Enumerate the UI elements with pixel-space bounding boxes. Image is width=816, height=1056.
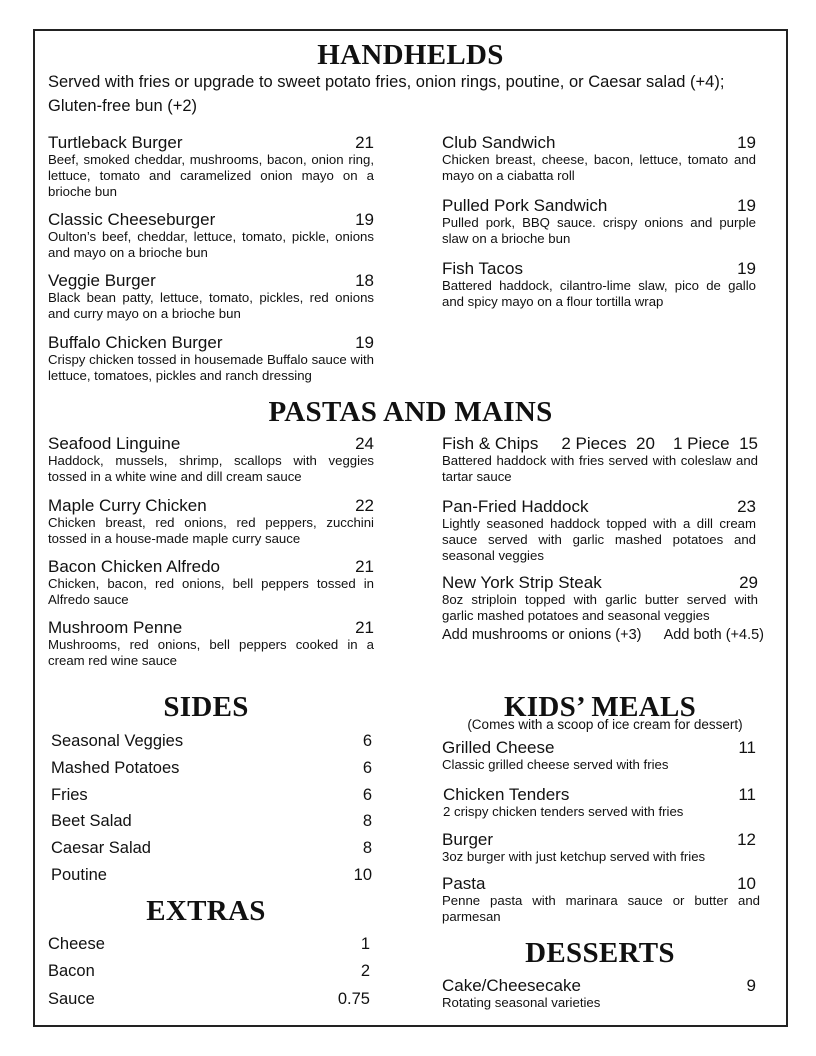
menu-item bbox=[442, 573, 764, 644]
item-price: 10 bbox=[737, 874, 756, 893]
item-price: 11 bbox=[738, 738, 756, 757]
item-name: Club Sandwich bbox=[442, 133, 556, 152]
menu-item bbox=[48, 496, 374, 547]
item-name: Chicken Tenders bbox=[443, 785, 570, 804]
item-price: 11 bbox=[738, 785, 756, 804]
menu-item bbox=[443, 785, 756, 820]
side-item bbox=[51, 865, 372, 885]
item-name: Mashed Potatoes bbox=[51, 759, 180, 777]
menu-item-fish-chips bbox=[442, 434, 758, 485]
item-price: 8 bbox=[362, 812, 372, 830]
item-description: Battered haddock with fries served with coleslaw and tartar sauce bbox=[442, 453, 758, 484]
item-description: Battered haddock, cilantro-lime slaw, pico de gallo and spicy mayo on a flour tortilla wrap bbox=[442, 278, 756, 309]
addon-mushrooms-onions: Add mushrooms or onions (+3) bbox=[442, 627, 642, 643]
menu-item bbox=[48, 271, 374, 322]
item-name: Caesar Salad bbox=[51, 839, 151, 857]
item-price: 6 bbox=[362, 759, 372, 777]
item-price: 24 bbox=[355, 434, 374, 453]
item-description: Oulton’s beef, cheddar, lettuce, tomato, pickle, onions and mayo on a brioche bun bbox=[48, 229, 374, 260]
menu-item bbox=[442, 196, 756, 247]
item-description: Classic grilled cheese served with fries bbox=[442, 757, 669, 772]
item-price: 19 bbox=[737, 133, 756, 152]
section-title-desserts: DESSERTS bbox=[525, 937, 675, 969]
item-description: Chicken breast, red onions, red peppers, zucchini tossed in a house-made maple curry sauce bbox=[48, 515, 374, 546]
item-name: Fish Tacos bbox=[442, 259, 523, 278]
item-name: Fries bbox=[51, 786, 88, 804]
item-description: Haddock, mussels, shrimp, scallops with veggies tossed in a white wine and dill cream sauce bbox=[48, 453, 374, 484]
item-name: Grilled Cheese bbox=[442, 738, 555, 757]
item-price: 6 bbox=[362, 786, 372, 804]
price-one-piece: 1 Piece 15 bbox=[672, 434, 758, 453]
item-price: 9 bbox=[746, 976, 756, 995]
item-name: Pan-Fried Haddock bbox=[442, 497, 589, 516]
item-description: Mushrooms, red onions, bell peppers cooked in a cream red wine sauce bbox=[48, 637, 374, 668]
item-price: 23 bbox=[737, 497, 756, 516]
menu-item bbox=[442, 830, 756, 865]
section-title-extras: EXTRAS bbox=[146, 895, 266, 927]
addon-both: Add both (+4.5) bbox=[663, 627, 764, 643]
extra-item bbox=[48, 934, 370, 954]
item-description: Crispy chicken tossed in housemade Buffalo sauce with lettuce, tomatoes, pickles and ranch dressing bbox=[48, 352, 374, 383]
item-name: Buffalo Chicken Burger bbox=[48, 333, 223, 352]
item-price: 21 bbox=[355, 618, 374, 637]
item-price: 19 bbox=[737, 196, 756, 215]
menu-item bbox=[48, 557, 374, 608]
item-name: Seafood Linguine bbox=[48, 434, 181, 453]
item-name: Fish & Chips bbox=[442, 434, 539, 453]
item-price: 8 bbox=[362, 839, 372, 857]
item-price: 19 bbox=[355, 210, 374, 229]
item-description: Chicken breast, cheese, bacon, lettuce, tomato and mayo on a ciabatta roll bbox=[442, 152, 756, 183]
item-price: 19 bbox=[355, 333, 374, 352]
item-description: Black bean patty, lettuce, tomato, pickles, red onions and curry mayo on a brioche bun bbox=[48, 290, 374, 321]
item-name: Burger bbox=[442, 830, 494, 849]
item-name: Classic Cheeseburger bbox=[48, 210, 216, 229]
item-description: 3oz burger with just ketchup served with fries bbox=[442, 849, 706, 864]
item-price: 18 bbox=[355, 271, 374, 290]
extra-item bbox=[48, 989, 370, 1009]
item-name: Veggie Burger bbox=[48, 271, 156, 290]
handhelds-intro: Served with fries or upgrade to sweet potato fries, onion rings, poutine, or Caesar salad (+4); Gluten-free bun (+2) bbox=[48, 73, 725, 115]
section-title-sides: SIDES bbox=[163, 691, 249, 723]
item-description: 8oz striploin topped with garlic butter served with garlic mashed potatoes and seasonal veggies bbox=[442, 592, 758, 623]
item-name: Poutine bbox=[51, 866, 107, 884]
price-two-pieces: 2 Pieces 20 bbox=[561, 434, 655, 453]
side-item bbox=[51, 838, 372, 858]
item-name: Bacon bbox=[48, 962, 95, 980]
menu-item bbox=[442, 874, 760, 925]
item-name: New York Strip Steak bbox=[442, 573, 602, 592]
item-description: Penne pasta with marinara sauce or butter and parmesan bbox=[442, 893, 760, 924]
kids-subtitle: (Comes with a scoop of ice cream for dessert) bbox=[467, 717, 743, 732]
item-name: Pasta bbox=[442, 874, 486, 893]
item-name: Turtleback Burger bbox=[48, 133, 183, 152]
item-price: 21 bbox=[355, 557, 374, 576]
item-description: Chicken, bacon, red onions, bell peppers tossed in Alfredo sauce bbox=[48, 576, 374, 607]
extra-item bbox=[48, 961, 370, 981]
section-title-handhelds: HANDHELDS bbox=[317, 39, 504, 71]
item-description: Pulled pork, BBQ sauce. crispy onions and purple slaw on a brioche bun bbox=[442, 215, 756, 246]
menu-item bbox=[48, 133, 374, 200]
item-name: Bacon Chicken Alfredo bbox=[48, 557, 220, 576]
menu-item bbox=[442, 976, 756, 1011]
item-name: Maple Curry Chicken bbox=[48, 496, 207, 515]
menu-item bbox=[48, 210, 374, 261]
menu-item bbox=[442, 259, 756, 310]
menu-item bbox=[442, 738, 756, 773]
menu-item bbox=[442, 133, 756, 184]
item-price: 2 bbox=[360, 962, 370, 980]
side-item bbox=[51, 785, 372, 805]
item-name: Sauce bbox=[48, 990, 95, 1008]
menu-item bbox=[442, 497, 756, 564]
side-item bbox=[51, 758, 372, 778]
side-item bbox=[51, 811, 372, 831]
item-price: 21 bbox=[355, 133, 374, 152]
item-name: Cake/Cheesecake bbox=[442, 976, 581, 995]
menu-item bbox=[48, 333, 374, 384]
item-name: Beet Salad bbox=[51, 812, 132, 830]
item-name: Pulled Pork Sandwich bbox=[442, 196, 608, 215]
section-title-pastas: PASTAS AND MAINS bbox=[268, 396, 553, 428]
item-price: 6 bbox=[362, 732, 372, 750]
item-price: 29 bbox=[739, 573, 758, 592]
item-description: Rotating seasonal varieties bbox=[442, 995, 601, 1010]
item-name: Cheese bbox=[48, 935, 105, 953]
item-name: Seasonal Veggies bbox=[51, 732, 184, 750]
item-price: 1 bbox=[360, 935, 370, 953]
item-price: 10 bbox=[353, 866, 372, 884]
item-description: 2 crispy chicken tenders served with fries bbox=[443, 804, 684, 819]
item-price: 0.75 bbox=[337, 990, 370, 1008]
item-description: Beef, smoked cheddar, mushrooms, bacon, onion ring, lettuce, tomato and caramelized onion mayo on a brioche bun bbox=[48, 152, 374, 199]
section-title-kids: KIDS’ MEALS bbox=[503, 691, 697, 723]
item-price: 12 bbox=[737, 830, 756, 849]
item-description: Lightly seasoned haddock topped with a dill cream sauce served with garlic mashed potatoes and seasonal veggies bbox=[442, 516, 756, 563]
item-name: Mushroom Penne bbox=[48, 618, 183, 637]
menu-item bbox=[48, 618, 374, 669]
menu-item bbox=[48, 434, 374, 485]
side-item bbox=[51, 731, 372, 751]
item-price: 19 bbox=[737, 259, 756, 278]
item-price: 22 bbox=[355, 496, 374, 515]
